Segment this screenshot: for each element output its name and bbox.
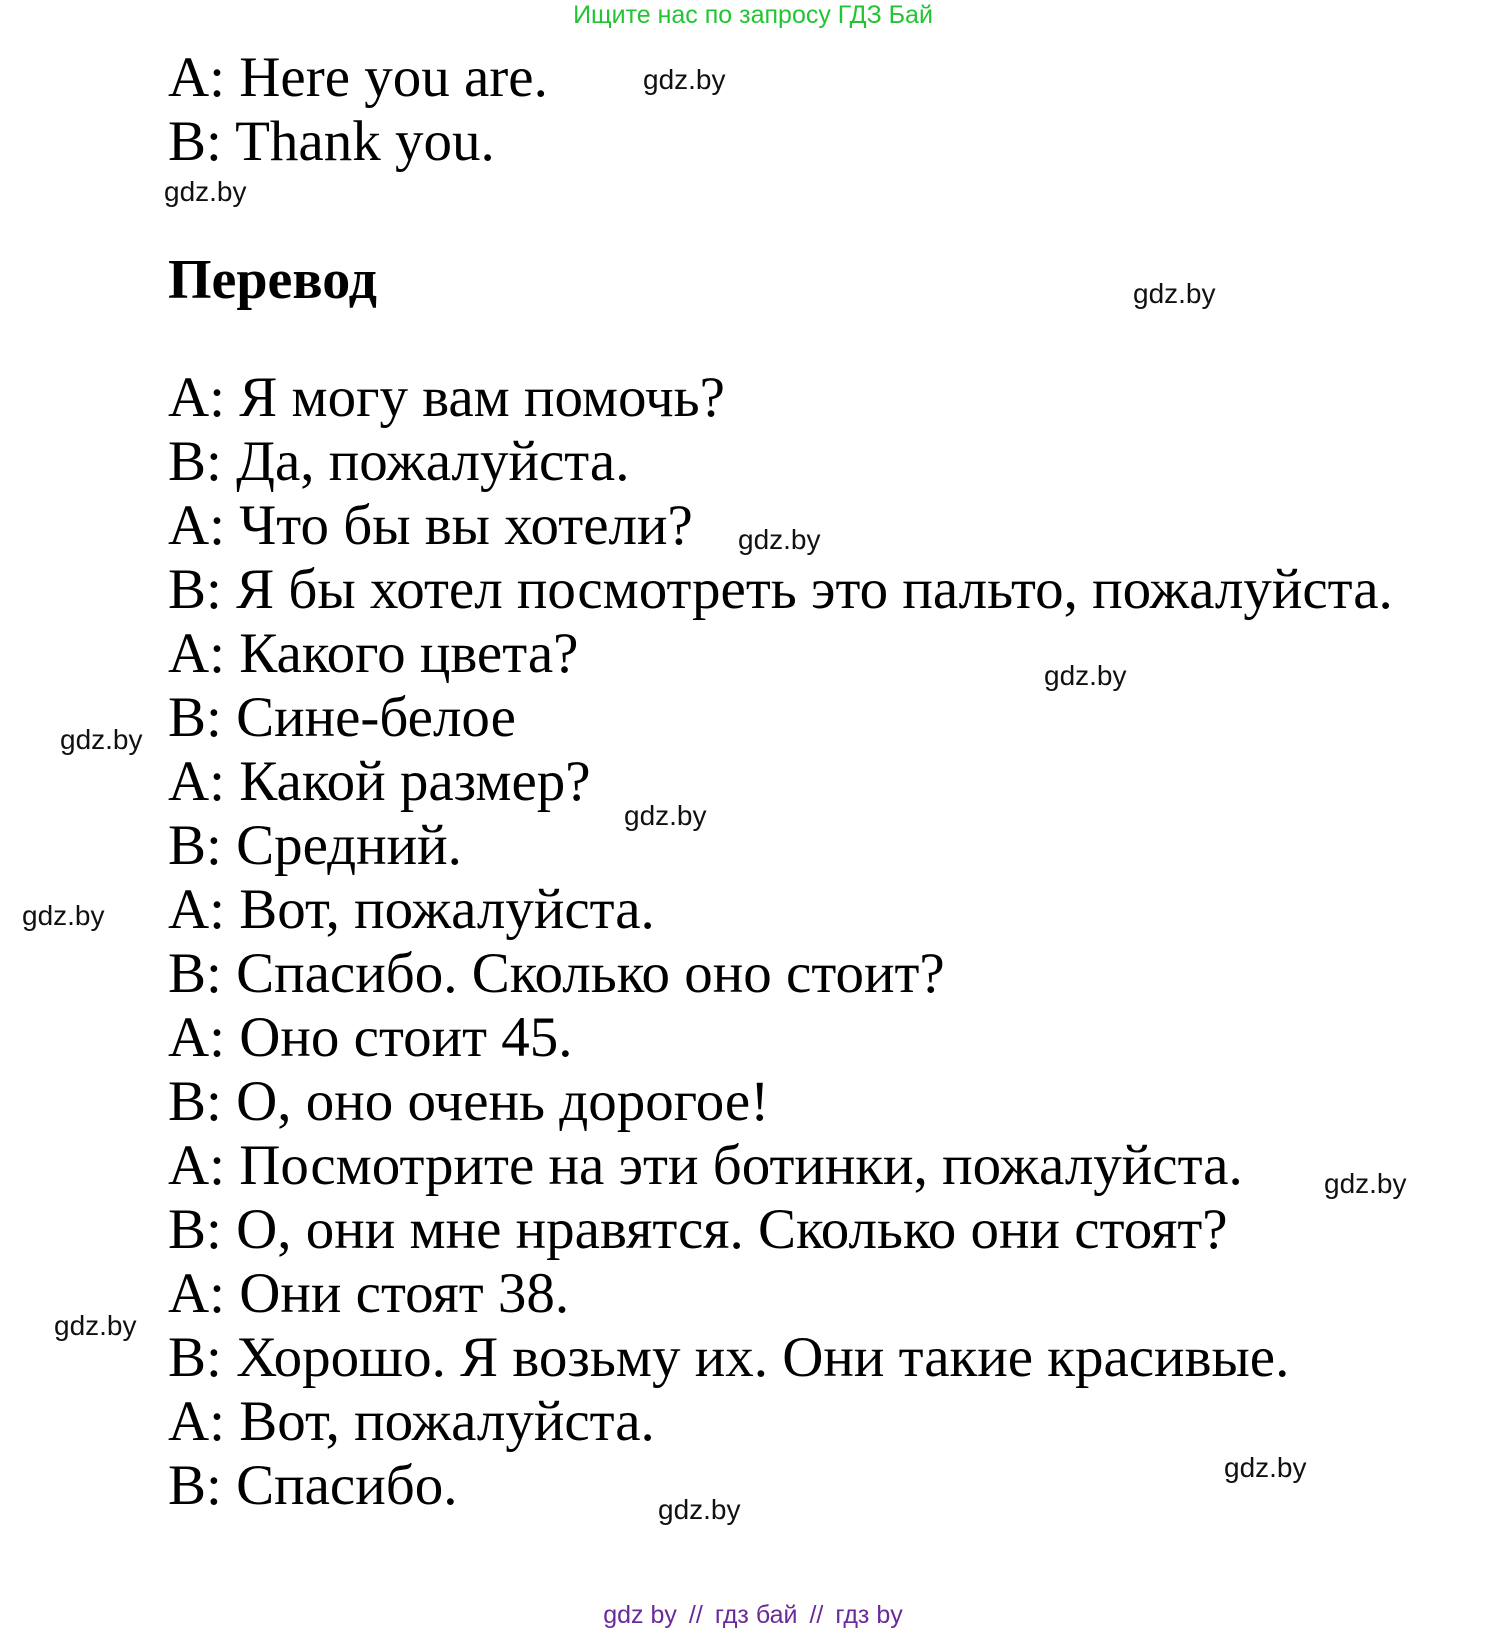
section-heading-translation: Перевод bbox=[168, 249, 377, 311]
footer-separator: // bbox=[688, 1601, 703, 1629]
footer-link-gdz-by-ru[interactable]: гдз by bbox=[835, 1601, 903, 1629]
watermark: gdz.by bbox=[738, 524, 821, 555]
dialogue-line: A: Оно стоит 45. bbox=[168, 1006, 573, 1069]
footer-separator: // bbox=[809, 1601, 824, 1629]
dialogue-line: B: Да, пожалуйста. bbox=[168, 430, 630, 493]
dialogue-line: B: Я бы хотел посмотреть это пальто, пожалуйста. bbox=[168, 558, 1393, 621]
watermark: gdz.by bbox=[22, 900, 105, 931]
dialogue-line-en: B: Thank you. bbox=[168, 110, 495, 173]
search-banner[interactable]: Ищите нас по запросу ГДЗ Бай bbox=[573, 1, 933, 29]
dialogue-line: A: Вот, пожалуйста. bbox=[168, 1390, 655, 1453]
footer-link-gdz-bai[interactable]: гдз бай bbox=[714, 1601, 798, 1629]
dialogue-line: B: Спасибо. Сколько оно стоит? bbox=[168, 942, 945, 1005]
dialogue-line: A: Какой размер? bbox=[168, 750, 591, 813]
watermark: gdz.by bbox=[1044, 660, 1127, 691]
dialogue-line: A: Я могу вам помочь? bbox=[168, 366, 725, 429]
dialogue-line: B: Спасибо. bbox=[168, 1454, 458, 1517]
dialogue-line: A: Что бы вы хотели? bbox=[168, 494, 693, 557]
watermark: gdz.by bbox=[1224, 1452, 1307, 1483]
dialogue-line: A: Вот, пожалуйста. bbox=[168, 878, 655, 941]
footer-links bbox=[0, 1600, 1506, 1630]
dialogue-line: A: Какого цвета? bbox=[168, 622, 579, 685]
dialogue-line: A: Посмотрите на эти ботинки, пожалуйста. bbox=[168, 1134, 1243, 1197]
dialogue-line: B: Хорошо. Я возьму их. Они такие красивые. bbox=[168, 1326, 1290, 1389]
dialogue-line-en: A: Here you are. bbox=[168, 46, 548, 109]
watermark: gdz.by bbox=[54, 1310, 137, 1341]
watermark: gdz.by bbox=[624, 800, 707, 831]
watermark: gdz.by bbox=[1324, 1168, 1407, 1199]
watermark: gdz.by bbox=[643, 64, 726, 95]
watermark: gdz.by bbox=[1133, 278, 1216, 309]
dialogue-line: B: О, оно очень дорогое! bbox=[168, 1070, 770, 1133]
watermark: gdz.by bbox=[658, 1494, 741, 1525]
dialogue-line: B: Сине-белое bbox=[168, 686, 516, 749]
footer-link-gdz-by[interactable]: gdz by bbox=[603, 1601, 677, 1629]
dialogue-line: B: Средний. bbox=[168, 814, 462, 877]
watermark: gdz.by bbox=[164, 176, 247, 207]
watermark: gdz.by bbox=[60, 724, 143, 755]
dialogue-line: B: О, они мне нравятся. Сколько они стоят? bbox=[168, 1198, 1228, 1261]
dialogue-line: A: Они стоят 38. bbox=[168, 1262, 570, 1325]
